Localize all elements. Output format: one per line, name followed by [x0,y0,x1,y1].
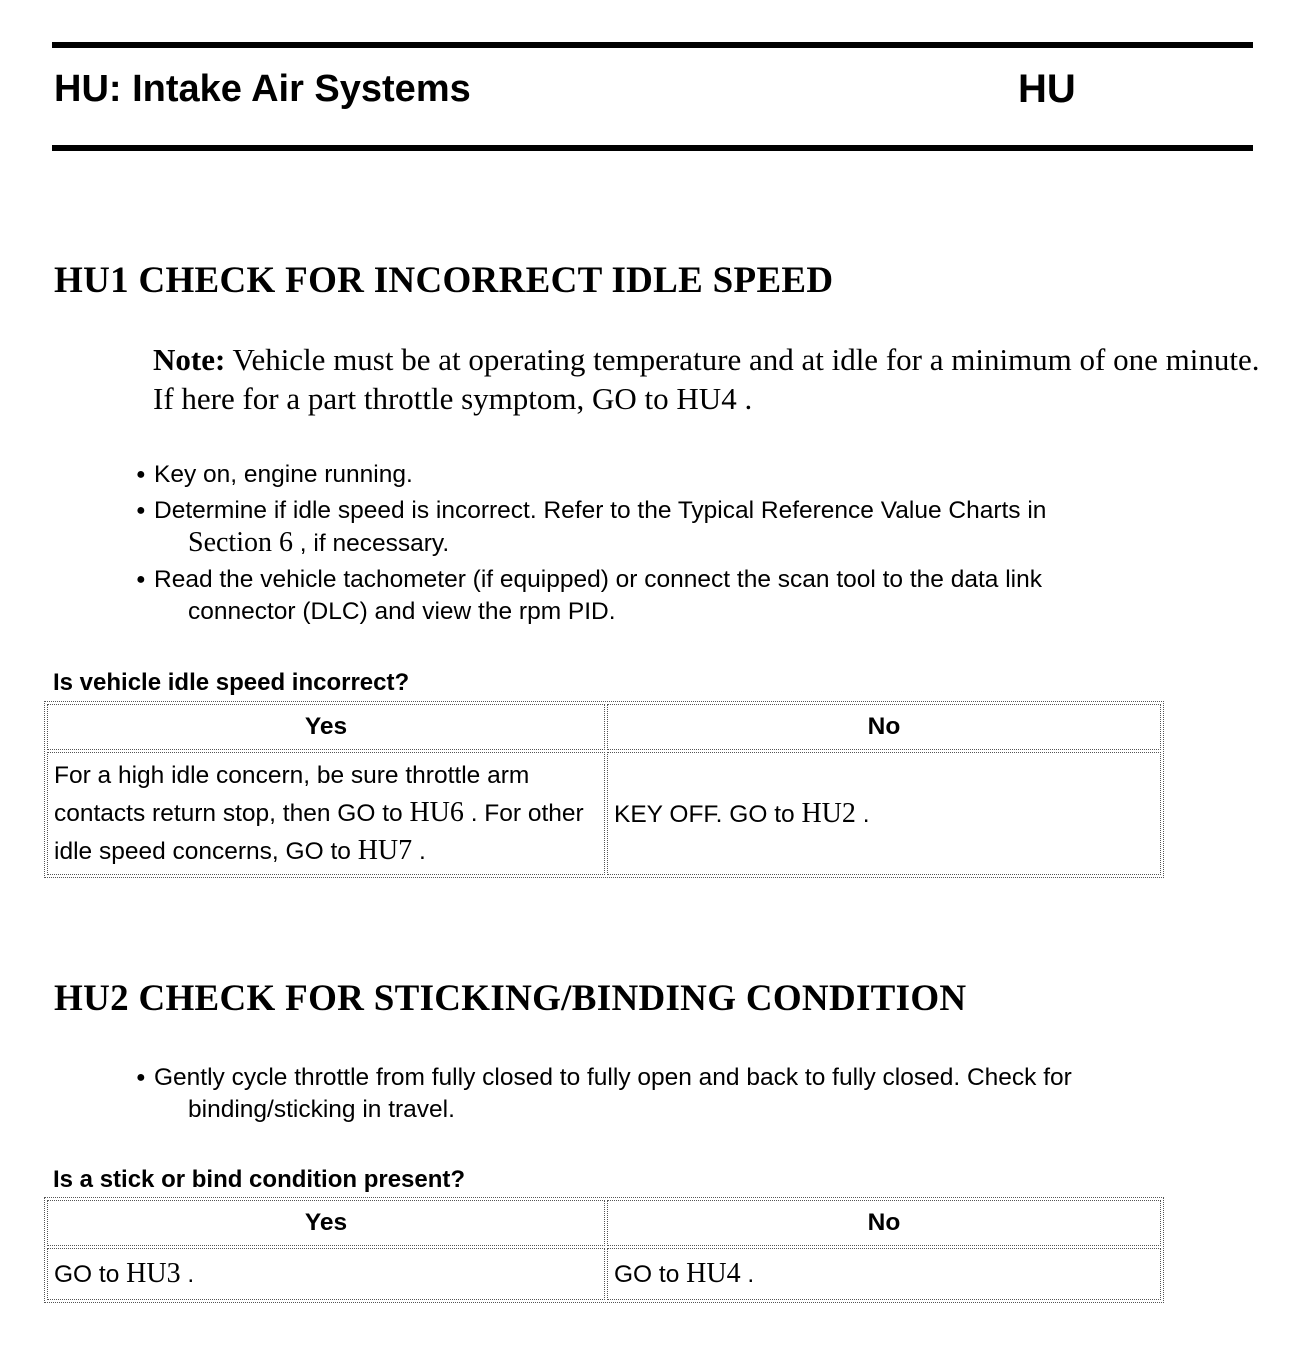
no-header: No [607,1200,1161,1246]
hu7-link[interactable]: HU7 [357,835,413,866]
bullet-icon: ● [136,571,146,588]
hu1-note: Note: Vehicle must be at operating temperature and at idle for a minimum of one minute. If here for a part throttle symptom, GO to HU4 . [153,342,1260,416]
note-link-hu4[interactable]: HU4 [676,381,737,416]
no-cell: GO to HU4 . [607,1248,1161,1300]
note-text: Vehicle must be at operating temperature and at idle for a minimum of one minute. If here for a part throttle symptom, GO to [153,342,1260,416]
page-header-title: HU: Intake Air Systems [54,68,471,110]
table-row [47,1248,1161,1300]
hu3-link[interactable]: HU3 [126,1258,181,1289]
page-header-code: HU [1018,67,1076,111]
hu2-step-list [136,1062,1226,1126]
section-6-link[interactable]: Section 6 [188,527,293,558]
hu2-question: Is a stick or bind condition present? [53,1166,466,1193]
hu1-step-list [136,459,1196,632]
hu1-yes-no-table [44,701,1164,878]
note-label: Note: [153,342,226,377]
hu2-yes-no-table [44,1197,1164,1303]
bullet-icon: ● [136,502,146,519]
header-rule-top [52,42,1253,48]
yes-cell: GO to HU3 . [47,1248,605,1300]
list-item: ● Key on, engine running. [136,459,1196,491]
bullet-icon: ● [136,466,146,483]
yes-cell: For a high idle concern, be sure throttle arm contacts return stop, then GO to HU6 . For other idle speed concerns, GO to HU7 . [47,752,605,875]
no-header: No [607,704,1161,750]
list-item: ● Read the vehicle tachometer (if equipped) or connect the scan tool to the data link connector (DLC) and view the rpm PID. [136,566,1042,625]
yes-header: Yes [47,1200,605,1246]
yes-header: Yes [47,704,605,750]
hu2-link[interactable]: HU2 [801,797,856,829]
no-cell: KEY OFF. GO to HU2 . [607,752,1161,875]
list-item: ● Determine if idle speed is incorrect. Refer to the Typical Reference Value Charts in Section 6 , if necessary. [136,497,1047,558]
hu1-question: Is vehicle idle speed incorrect? [53,669,410,696]
hu6-link[interactable]: HU6 [409,797,464,828]
hu4-link[interactable]: HU4 [686,1258,741,1289]
header-rule-bottom [52,145,1253,151]
table-row [47,752,1161,875]
list-item: ● Gently cycle throttle from fully closed to fully open and back to fully closed. Check for binding/sticking in travel. [136,1064,1072,1123]
bullet-icon: ● [136,1069,146,1086]
section-title-hu2: HU2 CHECK FOR STICKING/BINDING CONDITION [54,978,967,1019]
section-title-hu1: HU1 CHECK FOR INCORRECT IDLE SPEED [54,260,834,301]
